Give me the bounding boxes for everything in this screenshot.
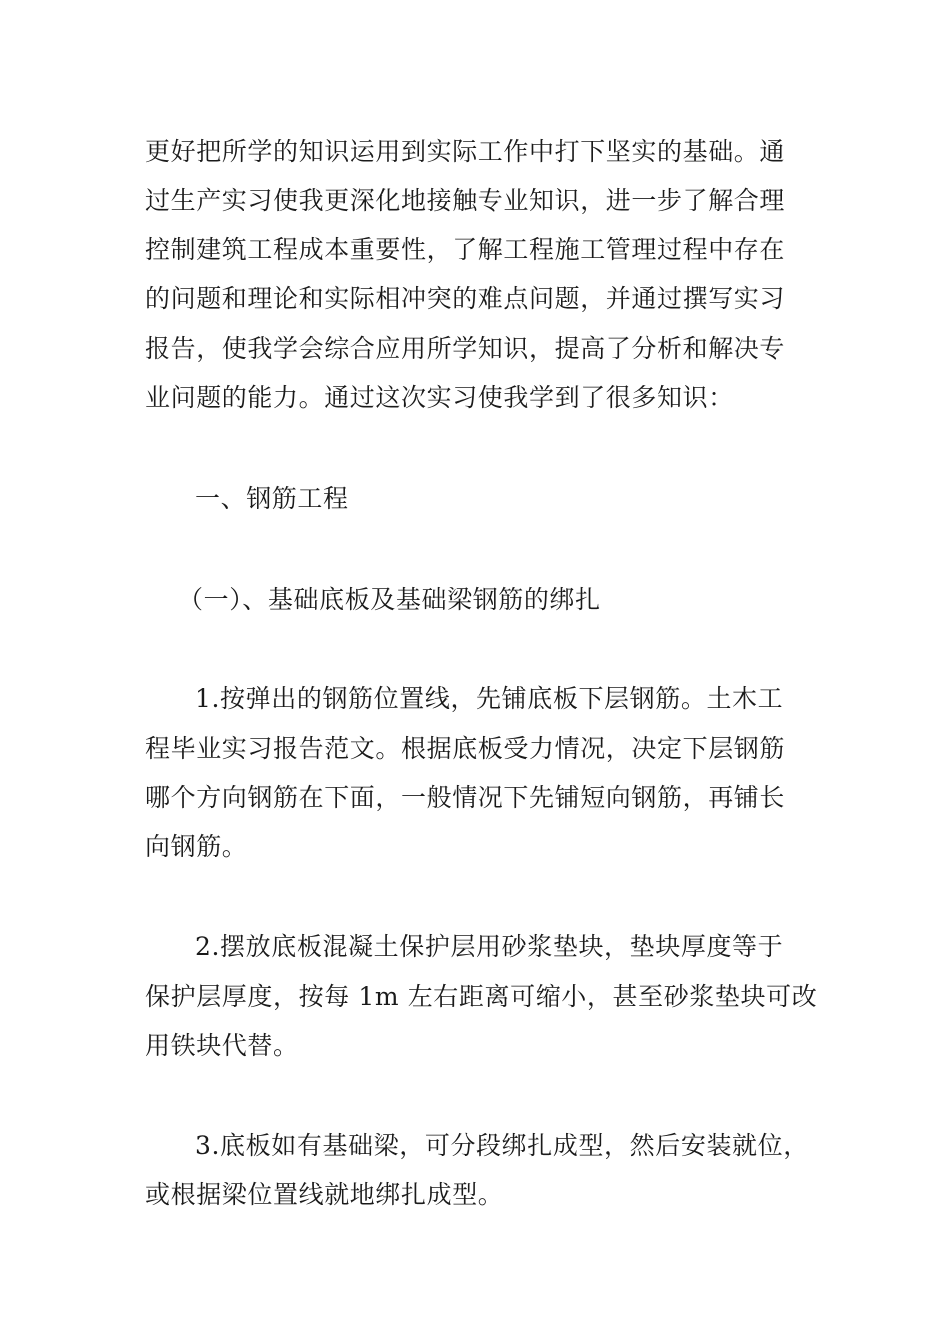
intro-line-2: 过生产实习使我更深化地接触专业知识，进一步了解合理 bbox=[145, 186, 786, 215]
intro-line-6: 业问题的能力。通过这次实习使我学到了很多知识： bbox=[145, 383, 734, 412]
item1-line-4: 向钢筋。 bbox=[145, 832, 248, 861]
item2-line-2: 保护层厚度，按每 1m 左右距离可缩小，甚至砂浆垫块可改 bbox=[145, 982, 818, 1011]
item1-line-3: 哪个方向钢筋在下面，一般情况下先铺短向钢筋，再铺长 bbox=[145, 783, 786, 812]
item3-line-2: 或根据梁位置线就地绑扎成型。 bbox=[145, 1180, 504, 1209]
intro-line-4: 的问题和理论和实际相冲突的难点问题，并通过撰写实习 bbox=[145, 284, 786, 313]
section-heading: 一、钢筋工程 bbox=[195, 484, 349, 513]
item1-line-2: 程毕业实习报告范文。根据底板受力情况，决定下层钢筋 bbox=[145, 734, 786, 763]
item2-line-3: 用铁块代替。 bbox=[145, 1031, 299, 1060]
item1-line-1: 1.按弹出的钢筋位置线，先铺底板下层钢筋。土木工 bbox=[195, 684, 784, 713]
intro-line-3: 控制建筑工程成本重要性，了解工程施工管理过程中存在 bbox=[145, 235, 786, 264]
intro-line-1: 更好把所学的知识运用到实际工作中打下坚实的基础。通 bbox=[145, 137, 786, 166]
subsection-heading: （一）、基础底板及基础梁钢筋的绑扎 bbox=[178, 585, 601, 614]
item3-line-1: 3.底板如有基础梁，可分段绑扎成型，然后安装就位， bbox=[195, 1131, 809, 1160]
item2-line-1: 2.摆放底板混凝土保护层用砂浆垫块，垫块厚度等于 bbox=[195, 932, 784, 961]
intro-line-5: 报告，使我学会综合应用所学知识，提高了分析和解决专 bbox=[145, 334, 786, 363]
